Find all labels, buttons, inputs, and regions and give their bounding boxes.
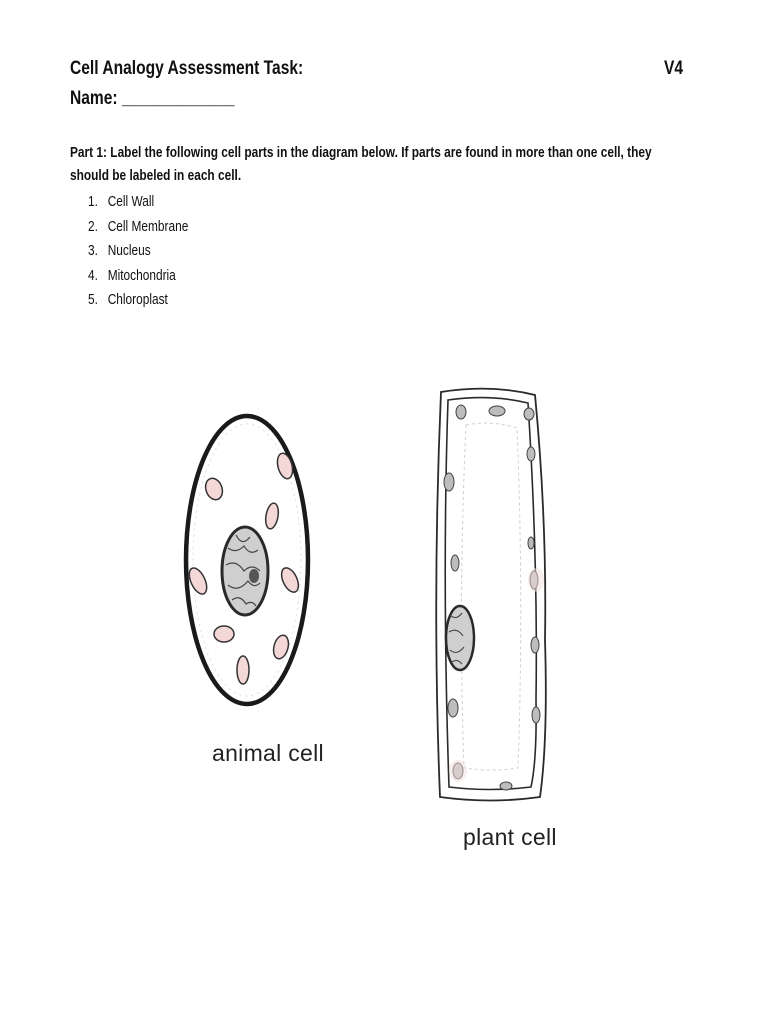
plant-nucleus [446,606,474,670]
list-item: 1. Cell Wall [88,194,155,210]
part1-instructions: Part 1: Label the following cell parts in the diagram below. If parts are found in more than one cell, they should be labeled in each cell. [70,145,652,184]
page-title: Cell Analogy Assessment Task: [70,58,304,79]
name-blank: _____________ [121,88,235,109]
list-item: 5. Chloroplast [88,292,168,308]
animal-cell-label: animal cell [212,740,324,766]
animal-cell-illustration [186,416,308,704]
animal-nucleus [222,527,268,615]
list-item: 3. Nucleus [88,243,151,259]
plant-cell-label: plant cell [463,824,557,850]
plant-cell-illustration [436,389,546,801]
list-item: 2. Cell Membrane [88,218,189,235]
version-label: V4 [664,58,684,79]
list-item: 4. Mitochondria [88,267,176,284]
name-label: Name: [70,88,118,109]
plant-cell-membrane [445,398,536,790]
animal-nucleolus [249,569,259,583]
